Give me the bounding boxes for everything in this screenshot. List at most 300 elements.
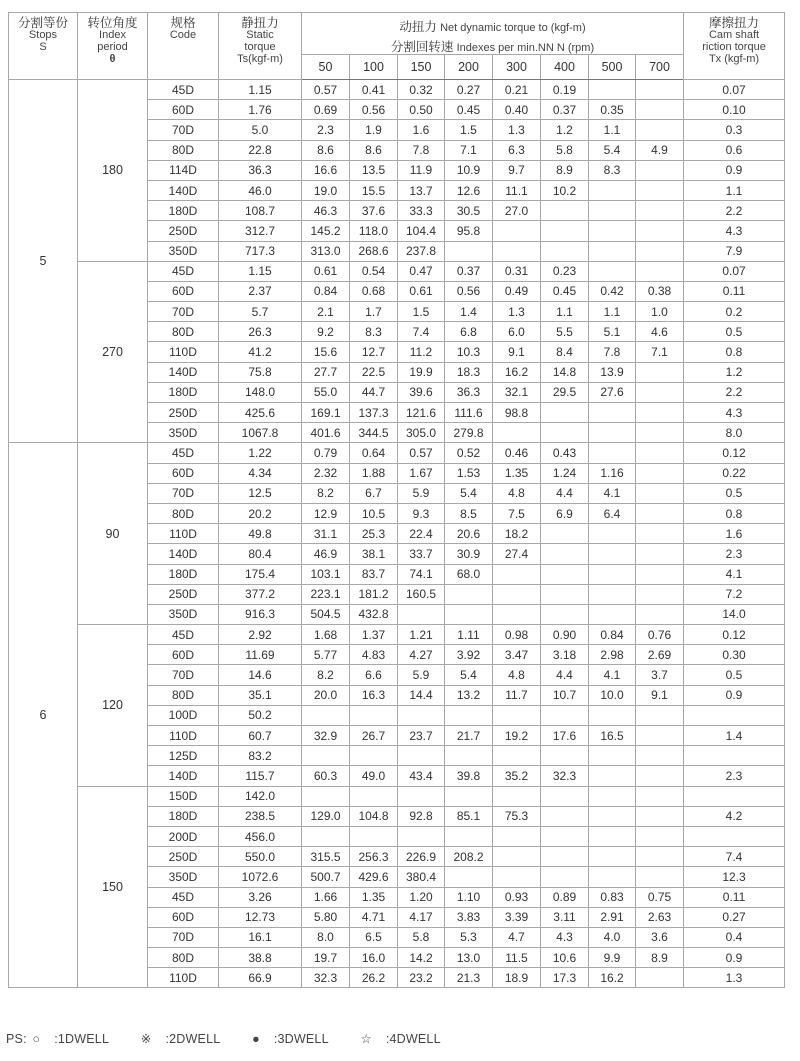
dynamic-torque-cell: 5.3 <box>445 927 493 947</box>
dynamic-torque-cell: 0.40 <box>493 100 541 120</box>
dynamic-torque-cell: 1.6 <box>398 120 445 140</box>
dynamic-torque-cell: 0.61 <box>302 261 350 281</box>
header-static-torque <box>219 13 302 80</box>
dynamic-torque-cell: 429.6 <box>350 867 398 887</box>
code-cell: 60D <box>148 100 219 120</box>
dynamic-torque-cell: 401.6 <box>302 423 350 443</box>
dynamic-torque-cell: 3.18 <box>541 645 589 665</box>
dynamic-torque-cell: 0.45 <box>445 100 493 120</box>
code-cell: 350D <box>148 867 219 887</box>
dynamic-torque-cell: 26.7 <box>350 726 398 746</box>
dynamic-torque-cell: 27.6 <box>589 382 636 402</box>
dynamic-torque-cell: 13.9 <box>589 362 636 382</box>
speed-header: 50 <box>302 55 350 80</box>
dynamic-torque-cell: 8.4 <box>541 342 589 362</box>
cam-torque-cell: 2.3 <box>684 766 785 786</box>
dynamic-torque-cell: 18.3 <box>445 362 493 382</box>
dynamic-torque-cell: 4.9 <box>636 140 684 160</box>
dynamic-torque-cell: 32.9 <box>302 726 350 746</box>
dynamic-torque-cell: 5.9 <box>398 665 445 685</box>
dynamic-torque-cell: 344.5 <box>350 423 398 443</box>
legend-item-2dwell <box>141 1032 235 1046</box>
dynamic-torque-cell: 33.7 <box>398 544 445 564</box>
dynamic-torque-cell: 10.0 <box>589 685 636 705</box>
static-torque-cell: 115.7 <box>219 766 302 786</box>
code-cell: 250D <box>148 403 219 423</box>
static-torque-cell: 66.9 <box>219 968 302 988</box>
dynamic-torque-cell: 0.76 <box>636 625 684 645</box>
dynamic-torque-cell: 169.1 <box>302 403 350 423</box>
dynamic-torque-cell: 37.6 <box>350 201 398 221</box>
cam-torque-cell: 0.3 <box>684 120 785 140</box>
dynamic-torque-cell: 60.3 <box>302 766 350 786</box>
dynamic-torque-cell: 20.6 <box>445 524 493 544</box>
code-cell: 70D <box>148 665 219 685</box>
cam-torque-cell: 0.8 <box>684 503 785 523</box>
dynamic-torque-cell: 1.35 <box>493 463 541 483</box>
dynamic-torque-cell: 22.5 <box>350 362 398 382</box>
static-torque-cell: 49.8 <box>219 524 302 544</box>
dynamic-torque-cell <box>541 826 589 846</box>
dynamic-torque-cell: 7.8 <box>589 342 636 362</box>
dynamic-torque-cell: 1.9 <box>350 120 398 140</box>
dynamic-torque-cell <box>493 705 541 725</box>
torque-table-container <box>8 12 784 988</box>
dynamic-torque-cell <box>589 867 636 887</box>
static-torque-cell: 60.7 <box>219 726 302 746</box>
dynamic-torque-cell: 0.23 <box>541 261 589 281</box>
dynamic-torque-cell: 8.3 <box>350 322 398 342</box>
cam-torque-cell: 0.11 <box>684 281 785 301</box>
dynamic-torque-cell: 2.32 <box>302 463 350 483</box>
dynamic-torque-cell <box>350 786 398 806</box>
legend-label: :2DWELL <box>165 1032 221 1046</box>
cam-torque-cell: 0.10 <box>684 100 785 120</box>
dynamic-torque-cell: 19.0 <box>302 180 350 200</box>
code-cell: 350D <box>148 241 219 261</box>
cam-torque-cell: 1.1 <box>684 180 785 200</box>
dynamic-torque-cell: 1.35 <box>350 887 398 907</box>
speed-header: 500 <box>589 55 636 80</box>
dynamic-torque-cell <box>493 564 541 584</box>
dynamic-torque-cell: 6.6 <box>350 665 398 685</box>
dynamic-torque-cell <box>636 403 684 423</box>
dynamic-torque-cell: 0.64 <box>350 443 398 463</box>
dynamic-torque-cell: 0.56 <box>445 281 493 301</box>
static-torque-cell: 16.1 <box>219 927 302 947</box>
code-cell: 70D <box>148 120 219 140</box>
code-cell: 60D <box>148 645 219 665</box>
dynamic-torque-cell: 12.7 <box>350 342 398 362</box>
dynamic-torque-cell: 4.4 <box>541 483 589 503</box>
dynamic-torque-cell <box>589 584 636 604</box>
dynamic-torque-cell: 4.1 <box>589 483 636 503</box>
dynamic-torque-cell: 18.2 <box>493 524 541 544</box>
dynamic-torque-cell: 0.35 <box>589 100 636 120</box>
cam-torque-cell: 0.12 <box>684 625 785 645</box>
dynamic-torque-cell: 9.3 <box>398 503 445 523</box>
dynamic-torque-cell: 49.0 <box>350 766 398 786</box>
static-torque-cell: 3.26 <box>219 887 302 907</box>
dynamic-torque-cell <box>493 786 541 806</box>
code-cell: 45D <box>148 443 219 463</box>
cam-torque-cell: 2.3 <box>684 544 785 564</box>
dynamic-torque-cell: 27.0 <box>493 201 541 221</box>
dynamic-torque-cell: 4.71 <box>350 907 398 927</box>
dynamic-torque-cell: 3.7 <box>636 665 684 685</box>
header-speed-en: Indexes per min.NN N (rpm) <box>456 42 595 54</box>
dynamic-torque-cell <box>636 362 684 382</box>
dynamic-torque-cell <box>589 766 636 786</box>
dynamic-torque-cell: 10.9 <box>445 160 493 180</box>
cam-torque-cell: 0.4 <box>684 927 785 947</box>
dynamic-torque-cell: 26.2 <box>350 968 398 988</box>
cam-torque-cell: 4.3 <box>684 403 785 423</box>
dynamic-torque-cell: 1.1 <box>541 302 589 322</box>
speed-header: 100 <box>350 55 398 80</box>
dynamic-torque-cell <box>636 584 684 604</box>
dynamic-torque-cell: 5.8 <box>541 140 589 160</box>
legend <box>6 1031 469 1046</box>
dynamic-torque-cell: 9.2 <box>302 322 350 342</box>
dynamic-torque-cell <box>350 826 398 846</box>
dynamic-torque-cell: 0.49 <box>493 281 541 301</box>
dynamic-torque-cell <box>493 867 541 887</box>
dynamic-torque-cell: 43.4 <box>398 766 445 786</box>
period-cell: 150 <box>78 786 148 988</box>
dynamic-torque-cell <box>445 604 493 624</box>
dynamic-torque-cell <box>589 544 636 564</box>
dynamic-torque-cell: 313.0 <box>302 241 350 261</box>
dynamic-torque-cell <box>445 786 493 806</box>
code-cell: 80D <box>148 322 219 342</box>
dynamic-torque-cell: 268.6 <box>350 241 398 261</box>
stops-cell: 6 <box>9 443 78 988</box>
header-dynamic-en: Net dynamic torque to (kgf-m) <box>440 22 586 34</box>
dynamic-torque-cell: 0.90 <box>541 625 589 645</box>
dynamic-torque-cell: 2.1 <box>302 302 350 322</box>
period-cell: 90 <box>78 443 148 625</box>
circle-outline-icon: ○ <box>32 1032 41 1046</box>
dynamic-torque-cell: 11.7 <box>493 685 541 705</box>
dynamic-torque-cell: 129.0 <box>302 806 350 826</box>
dynamic-torque-cell: 68.0 <box>445 564 493 584</box>
dynamic-torque-cell: 6.8 <box>445 322 493 342</box>
code-cell: 250D <box>148 584 219 604</box>
dynamic-torque-cell: 1.16 <box>589 463 636 483</box>
dynamic-torque-cell <box>589 705 636 725</box>
dynamic-torque-cell: 10.5 <box>350 503 398 523</box>
dynamic-torque-cell: 0.21 <box>493 80 541 100</box>
dynamic-torque-cell <box>445 746 493 766</box>
code-cell: 45D <box>148 261 219 281</box>
dynamic-torque-cell: 39.6 <box>398 382 445 402</box>
dynamic-torque-cell: 13.2 <box>445 685 493 705</box>
dynamic-torque-cell: 0.50 <box>398 100 445 120</box>
dynamic-torque-cell: 0.84 <box>302 281 350 301</box>
dynamic-torque-cell: 16.6 <box>302 160 350 180</box>
dynamic-torque-cell: 13.7 <box>398 180 445 200</box>
dynamic-torque-cell: 12.9 <box>302 503 350 523</box>
dynamic-torque-cell <box>350 705 398 725</box>
dynamic-torque-cell: 8.9 <box>636 948 684 968</box>
dynamic-torque-cell <box>636 786 684 806</box>
code-cell: 45D <box>148 625 219 645</box>
dynamic-torque-cell: 5.9 <box>398 483 445 503</box>
dynamic-torque-cell: 9.1 <box>493 342 541 362</box>
dynamic-torque-cell: 5.80 <box>302 907 350 927</box>
dynamic-torque-cell: 30.5 <box>445 201 493 221</box>
dynamic-torque-cell: 16.0 <box>350 948 398 968</box>
table-row <box>9 786 785 806</box>
dynamic-torque-cell: 2.3 <box>302 120 350 140</box>
header-period-en2: period <box>97 41 128 53</box>
dynamic-torque-cell: 3.6 <box>636 927 684 947</box>
dynamic-torque-cell: 9.7 <box>493 160 541 180</box>
dynamic-torque-cell: 4.6 <box>636 322 684 342</box>
dynamic-torque-cell: 7.1 <box>445 140 493 160</box>
dynamic-torque-cell: 6.0 <box>493 322 541 342</box>
dynamic-torque-cell: 10.2 <box>541 180 589 200</box>
code-cell: 70D <box>148 927 219 947</box>
dynamic-torque-cell <box>636 847 684 867</box>
cam-torque-cell: 0.9 <box>684 160 785 180</box>
static-torque-cell: 1067.8 <box>219 423 302 443</box>
dynamic-torque-cell <box>589 604 636 624</box>
static-torque-cell: 41.2 <box>219 342 302 362</box>
dynamic-torque-cell: 305.0 <box>398 423 445 443</box>
dynamic-torque-cell: 145.2 <box>302 221 350 241</box>
code-cell: 140D <box>148 766 219 786</box>
table-row <box>9 261 785 281</box>
dynamic-torque-cell: 22.4 <box>398 524 445 544</box>
dynamic-torque-cell: 8.0 <box>302 927 350 947</box>
dynamic-torque-cell: 1.4 <box>445 302 493 322</box>
dynamic-torque-cell: 8.5 <box>445 503 493 523</box>
cam-torque-cell: 0.07 <box>684 80 785 100</box>
code-cell: 80D <box>148 948 219 968</box>
legend-item-4dwell <box>360 1032 454 1046</box>
dynamic-torque-cell <box>589 746 636 766</box>
dynamic-torque-cell: 1.88 <box>350 463 398 483</box>
code-cell: 200D <box>148 826 219 846</box>
static-torque-cell: 14.6 <box>219 665 302 685</box>
cam-torque-cell: 1.4 <box>684 726 785 746</box>
dynamic-torque-cell: 0.57 <box>302 80 350 100</box>
static-torque-cell: 75.8 <box>219 362 302 382</box>
dynamic-torque-cell <box>636 503 684 523</box>
cam-torque-cell: 4.1 <box>684 564 785 584</box>
dynamic-torque-cell: 0.68 <box>350 281 398 301</box>
code-cell: 45D <box>148 80 219 100</box>
dynamic-torque-cell <box>636 120 684 140</box>
dynamic-torque-cell: 500.7 <box>302 867 350 887</box>
cam-torque-cell: 0.12 <box>684 443 785 463</box>
dynamic-torque-cell: 16.3 <box>350 685 398 705</box>
cam-torque-cell: 0.5 <box>684 322 785 342</box>
dynamic-torque-cell: 8.6 <box>302 140 350 160</box>
dynamic-torque-cell: 3.47 <box>493 645 541 665</box>
dynamic-torque-cell <box>541 867 589 887</box>
cam-torque-cell: 0.6 <box>684 140 785 160</box>
dynamic-torque-cell <box>636 80 684 100</box>
dynamic-torque-cell <box>636 241 684 261</box>
table-row <box>9 80 785 100</box>
dynamic-torque-cell <box>493 423 541 443</box>
dynamic-torque-cell: 0.31 <box>493 261 541 281</box>
dynamic-torque-cell: 8.9 <box>541 160 589 180</box>
cam-torque-cell: 2.2 <box>684 201 785 221</box>
dynamic-torque-cell <box>445 867 493 887</box>
cam-torque-cell: 0.9 <box>684 685 785 705</box>
dynamic-torque-cell: 44.7 <box>350 382 398 402</box>
dynamic-torque-cell <box>541 847 589 867</box>
dynamic-torque-cell <box>589 180 636 200</box>
dynamic-torque-cell <box>589 443 636 463</box>
dynamic-torque-cell <box>589 786 636 806</box>
dynamic-torque-cell: 23.2 <box>398 968 445 988</box>
dynamic-torque-cell: 432.8 <box>350 604 398 624</box>
dynamic-torque-cell: 0.46 <box>493 443 541 463</box>
dynamic-torque-cell: 3.11 <box>541 907 589 927</box>
dynamic-torque-cell <box>636 806 684 826</box>
dynamic-torque-cell: 19.9 <box>398 362 445 382</box>
dynamic-torque-cell: 5.4 <box>589 140 636 160</box>
dynamic-torque-cell <box>589 423 636 443</box>
dynamic-torque-cell: 4.8 <box>493 665 541 685</box>
cam-torque-cell: 0.30 <box>684 645 785 665</box>
dynamic-torque-cell <box>493 746 541 766</box>
period-cell: 120 <box>78 625 148 787</box>
static-torque-cell: 312.7 <box>219 221 302 241</box>
code-cell: 250D <box>148 221 219 241</box>
cam-torque-cell: 0.27 <box>684 907 785 927</box>
static-torque-cell: 11.69 <box>219 645 302 665</box>
code-cell: 100D <box>148 705 219 725</box>
dynamic-torque-cell: 46.3 <box>302 201 350 221</box>
header-cam-zh: 摩擦扭力 <box>709 16 760 30</box>
dynamic-torque-cell: 3.92 <box>445 645 493 665</box>
dynamic-torque-cell: 7.8 <box>398 140 445 160</box>
dynamic-torque-cell: 104.8 <box>350 806 398 826</box>
dynamic-torque-cell <box>636 423 684 443</box>
code-cell: 250D <box>148 847 219 867</box>
dynamic-torque-cell <box>445 584 493 604</box>
cam-torque-cell: 1.2 <box>684 362 785 382</box>
dynamic-torque-cell <box>302 705 350 725</box>
dynamic-torque-cell: 16.2 <box>589 968 636 988</box>
dynamic-torque-cell: 8.2 <box>302 483 350 503</box>
dynamic-torque-cell <box>636 705 684 725</box>
dynamic-torque-cell: 2.69 <box>636 645 684 665</box>
dynamic-torque-cell <box>636 524 684 544</box>
dynamic-torque-cell: 35.2 <box>493 766 541 786</box>
cam-torque-cell <box>684 786 785 806</box>
dynamic-torque-cell: 1.67 <box>398 463 445 483</box>
dynamic-torque-cell: 74.1 <box>398 564 445 584</box>
dynamic-torque-cell: 181.2 <box>350 584 398 604</box>
dynamic-torque-cell: 19.2 <box>493 726 541 746</box>
dynamic-torque-cell <box>589 201 636 221</box>
dynamic-torque-cell <box>589 80 636 100</box>
dynamic-torque-cell: 11.5 <box>493 948 541 968</box>
static-torque-cell: 83.2 <box>219 746 302 766</box>
cam-torque-cell: 0.9 <box>684 948 785 968</box>
static-torque-cell: 456.0 <box>219 826 302 846</box>
dynamic-torque-cell <box>541 524 589 544</box>
dynamic-torque-cell: 6.7 <box>350 483 398 503</box>
dynamic-torque-cell <box>589 564 636 584</box>
star-outline-icon: ☆ <box>360 1032 372 1046</box>
period-cell: 270 <box>78 261 148 443</box>
dynamic-torque-cell: 4.27 <box>398 645 445 665</box>
code-cell: 350D <box>148 423 219 443</box>
dynamic-torque-cell <box>398 746 445 766</box>
dynamic-torque-cell: 1.3 <box>493 120 541 140</box>
dynamic-torque-cell <box>302 826 350 846</box>
dynamic-torque-cell: 4.7 <box>493 927 541 947</box>
dynamic-torque-cell: 39.8 <box>445 766 493 786</box>
dynamic-torque-cell: 0.75 <box>636 887 684 907</box>
dynamic-torque-cell: 14.8 <box>541 362 589 382</box>
static-torque-cell: 4.34 <box>219 463 302 483</box>
cam-torque-cell: 7.9 <box>684 241 785 261</box>
dynamic-torque-cell: 1.1 <box>589 302 636 322</box>
static-torque-cell: 175.4 <box>219 564 302 584</box>
dynamic-torque-cell: 23.7 <box>398 726 445 746</box>
dynamic-torque-cell: 226.9 <box>398 847 445 867</box>
dynamic-torque-cell: 38.1 <box>350 544 398 564</box>
dynamic-torque-cell: 5.4 <box>445 483 493 503</box>
dynamic-torque-cell: 95.8 <box>445 221 493 241</box>
dynamic-torque-cell: 19.7 <box>302 948 350 968</box>
code-cell: 110D <box>148 726 219 746</box>
static-torque-cell: 20.2 <box>219 503 302 523</box>
static-torque-cell: 550.0 <box>219 847 302 867</box>
cam-torque-cell <box>684 746 785 766</box>
dynamic-torque-cell: 118.0 <box>350 221 398 241</box>
dynamic-torque-cell: 2.91 <box>589 907 636 927</box>
dynamic-torque-cell: 20.0 <box>302 685 350 705</box>
static-torque-cell: 12.5 <box>219 483 302 503</box>
dynamic-torque-cell: 83.7 <box>350 564 398 584</box>
dynamic-torque-cell: 1.0 <box>636 302 684 322</box>
static-torque-cell: 36.3 <box>219 160 302 180</box>
dynamic-torque-cell <box>636 766 684 786</box>
dynamic-torque-cell: 12.6 <box>445 180 493 200</box>
legend-item-1dwell <box>32 1032 123 1046</box>
dynamic-torque-cell: 6.9 <box>541 503 589 523</box>
header-cam-en2: riction torque <box>702 41 766 53</box>
static-torque-cell: 717.3 <box>219 241 302 261</box>
speed-header: 300 <box>493 55 541 80</box>
header-static-unit: Ts(kgf-m) <box>237 53 283 65</box>
legend-item-3dwell <box>252 1032 343 1046</box>
dynamic-torque-cell: 8.3 <box>589 160 636 180</box>
dynamic-torque-cell: 0.84 <box>589 625 636 645</box>
dynamic-torque-cell: 4.0 <box>589 927 636 947</box>
dynamic-torque-cell <box>589 524 636 544</box>
static-torque-cell: 148.0 <box>219 382 302 402</box>
dynamic-torque-cell: 14.4 <box>398 685 445 705</box>
header-cam-torque <box>684 13 785 80</box>
dynamic-torque-cell: 5.4 <box>445 665 493 685</box>
dynamic-torque-cell: 380.4 <box>398 867 445 887</box>
dynamic-torque-cell <box>589 847 636 867</box>
code-cell: 180D <box>148 382 219 402</box>
dynamic-torque-cell: 46.9 <box>302 544 350 564</box>
dynamic-torque-cell: 9.9 <box>589 948 636 968</box>
